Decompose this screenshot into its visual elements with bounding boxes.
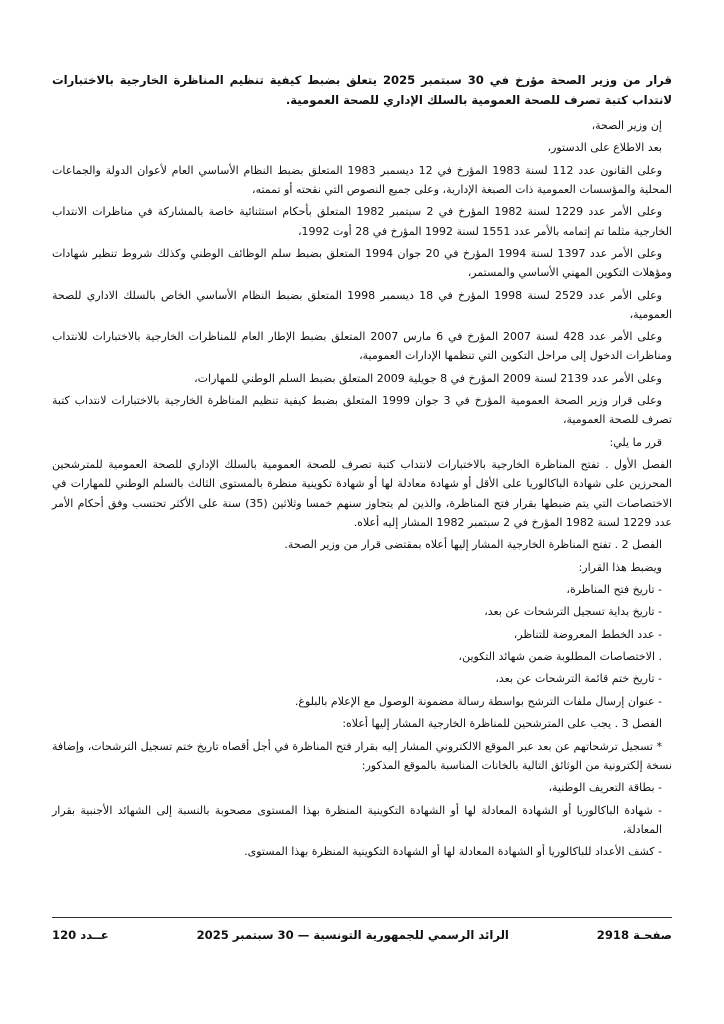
preamble-paragraph: وعلى الأمر عدد 1397 لسنة 1994 المؤرخ في 20 جوان 1994 المتعلق بضبط سلم الوظائف الوطني وكذلك شروط تنظير شهادات ومؤهلات التكوين المهني الأساسي والمستمر، xyxy=(52,246,672,280)
list-item: . الاختصاصات المطلوبة ضمن شهائد التكوين، xyxy=(458,650,662,664)
article-3: الفصل 3 . يجب على المترشحين للمناظرة الخارجية المشار إليها أعلاه: xyxy=(342,717,662,731)
decision-intro: ويضبط هذا القرار: xyxy=(578,560,662,574)
article-3-text: * تسجيل ترشحاتهم عن بعد عبر الموقع الالكتروني المشار إليه بقرار فتح المناظرة في أجل أقصاه تاريخ ختم تسجيل الترشحات، وإضافة نسخة إلكترونية من الوثائق التالية بالخانات المناسبة بالموقع المذكور: xyxy=(52,739,672,772)
footer-row xyxy=(52,928,672,942)
preamble-paragraph: وعلى الأمر عدد 1229 لسنة 1982 المؤرخ في 2 سبتمبر 1982 المتعلق بأحكام استثنائية خاصة بالمشاركة في مناظرات الانتداب الخارجية مثلما تم إتمامه بالأمر عدد 1551 لسنة 1992 المؤرخ في 28 أوت 1992، xyxy=(52,205,672,238)
preamble-paragraph: بعد الاطلاع على الدستور، xyxy=(547,141,662,155)
preamble-paragraph: وعلى الأمر عدد 2529 لسنة 1998 المؤرخ في 18 ديسمبر 1998 المتعلق بضبط النظام الأساسي الخاص بالسلك الاداري للصحة العمومية، xyxy=(52,288,672,321)
journal-title: الرائد الرسمي للجمهورية التونسية — 30 سبتمبر 2025 xyxy=(196,928,509,942)
footer-rule xyxy=(52,917,672,918)
list-item: - كشف الأعداد للباكالوريا أو الشهادة المعادلة لها أو الشهادة التكوينية المنظرة بهذا المستوى. xyxy=(244,845,662,859)
decree-intro: قرر ما يلي: xyxy=(609,435,662,449)
article-1: الفصل الأول . تفتح المناظرة الخارجية بالاختبارات لانتداب كتبة تصرف للصحة العمومية بالسلك الإداري للصحة العمومية للمترشحين المحرزين على شهادة الباكالوريا على الأقل أو شهادة معادلة لها أو شهادة تكوينية منظرة بالمستوى الثالث بالسلم الوطني للمهارات في الاختصاصات التي يتم ضبطها بقرار فتح المناظرة، والذين لم يتجاوز سنهم خمسا وثلاثين (35) سنة على الأكثر تحتسب وفق أحكام الأمر عدد 1229 لسنة 1982 المؤرخ في 2 سبتمبر 1982 المشار إليه أعلاه. xyxy=(52,458,672,529)
preamble-paragraph: وعلى الأمر عدد 2139 لسنة 2009 المؤرخ في 8 جويلية 2009 المتعلق بضبط السلم الوطني للمهارات، xyxy=(194,371,662,385)
document-body xyxy=(52,70,672,865)
list-item: - تاريخ ختم قائمة الترشحات عن بعد، xyxy=(495,672,662,686)
decree-title: قرار من وزير الصحة مؤرخ في 30 سبتمبر 2025 يتعلق بضبط كيفية تنظيم المناظرة الخارجية بالاختبارات لانتداب كتبة تصرف للصحة العمومية بالسلك الإداري للصحة العمومية. xyxy=(52,73,672,107)
preamble-paragraph: إن وزير الصحة، xyxy=(591,119,662,132)
preamble-paragraph: وعلى الأمر عدد 428 لسنة 2007 المؤرخ في 6 مارس 2007 المتعلق بضبط الإطار العام للمناظرات الخارجية بالاختبارات للانتداب ومناظرات الدخول إلى مراحل التكوين التي تنظمها الإدارات العمومية، xyxy=(52,330,672,363)
list-item: - شهادة الباكالوريا أو الشهادة المعادلة لها أو الشهادة التكوينية المنظرة بهذا المستوى مصحوبة بالنسبة إلى الشهائد الأجنبية بقرار المعادلة، xyxy=(52,803,662,836)
list-item: - عدد الخطط المعروضة للتناظر، xyxy=(513,627,662,641)
page-number: صفحـة 2918 xyxy=(596,928,672,942)
preamble-paragraph: وعلى القانون عدد 112 لسنة 1983 المؤرخ في 12 ديسمبر 1983 المتعلق بضبط النظام الأساسي العام لأعوان الدولة والجماعات المحلية والمؤسسات العمومية ذات الصبغة الإدارية، وعلى جميع النصوص التي نقحته أو تممته، xyxy=(52,163,672,196)
issue-number: عــدد 120 xyxy=(52,928,109,942)
list-item: - تاريخ فتح المناظرة، xyxy=(566,582,662,596)
preamble-paragraph: وعلى قرار وزير الصحة العمومية المؤرخ في 3 جوان 1999 المتعلق بضبط كيفية تنظيم المناظرة الخارجية بالاختبارات لانتداب كتبة تصرف للصحة العمومية، xyxy=(52,394,672,427)
list-item: - بطاقة التعريف الوطنية، xyxy=(548,781,662,795)
list-item: - عنوان إرسال ملفات الترشح بواسطة رسالة مضمونة الوصول مع الإعلام بالبلوغ. xyxy=(294,694,662,708)
article-2: الفصل 2 . تفتح المناظرة الخارجية المشار إليها أعلاه بمقتضى قرار من وزير الصحة. xyxy=(284,538,662,552)
page-footer xyxy=(52,917,672,942)
list-item: - تاريخ بداية تسجيل الترشحات عن بعد، xyxy=(484,605,662,619)
